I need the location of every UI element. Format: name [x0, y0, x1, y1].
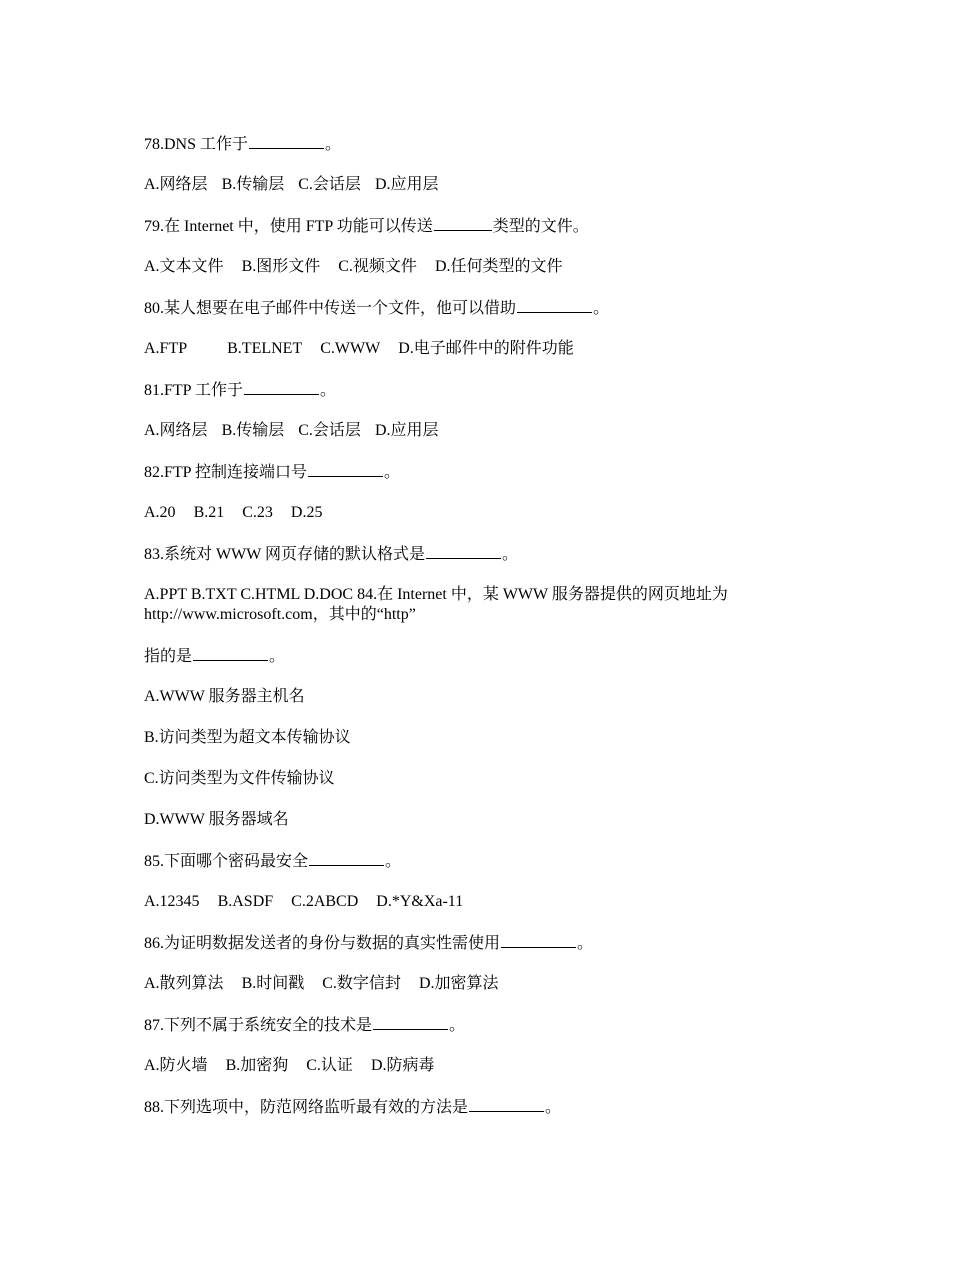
options-83-question-84: A.PPT B.TXT C.HTML D.DOC 84.在 Internet 中，某 WWW 服务器提供的网页地址为 http://www.microsoft.com，其中的“http”	[144, 586, 728, 623]
option-b: B.传输层	[221, 176, 285, 193]
option-c: C.23	[242, 504, 273, 521]
answer-blank	[501, 933, 576, 948]
answer-blank	[244, 380, 319, 395]
option-84-d: D.WWW 服务器域名	[144, 811, 289, 828]
question-84-cont: 指的是 。	[144, 648, 286, 665]
option-b: B.传输层	[221, 422, 285, 439]
answer-blank	[517, 298, 592, 313]
options-85	[144, 892, 844, 912]
option-84-c: C.访问类型为文件传输协议	[144, 770, 335, 787]
option-d: D.加密算法	[418, 975, 499, 992]
options-79	[144, 257, 844, 277]
answer-blank	[309, 851, 384, 866]
answer-blank	[193, 646, 268, 661]
document-page	[144, 134, 844, 1138]
question-79: 79.在 Internet 中，使用 FTP 功能可以传送 类型的文件。	[144, 218, 589, 235]
option-a: A.20	[144, 504, 176, 521]
option-c: C.视频文件	[338, 258, 417, 275]
option-a: A.文本文件	[144, 258, 224, 275]
option-d: D.防病毒	[370, 1057, 435, 1074]
options-80	[144, 339, 844, 359]
question-85: 85.下面哪个密码最安全 。	[144, 853, 402, 870]
options-78	[144, 175, 844, 195]
options-86	[144, 974, 844, 994]
answer-blank	[434, 216, 492, 231]
option-d: D.25	[290, 504, 323, 521]
option-b: B.21	[193, 504, 225, 521]
option-84-b: B.访问类型为超文本传输协议	[144, 729, 351, 746]
question-88: 88.下列选项中，防范网络监听最有效的方法是 。	[144, 1099, 562, 1116]
option-d: D.应用层	[374, 176, 439, 193]
option-c: C.认证	[306, 1057, 353, 1074]
option-b: B.ASDF	[217, 893, 274, 910]
option-a: A.12345	[144, 893, 200, 910]
option-b: B.图形文件	[241, 258, 321, 275]
options-81	[144, 421, 844, 441]
option-b: B.加密狗	[225, 1057, 289, 1074]
question-80: 80.某人想要在电子邮件中传送一个文件，他可以借助 。	[144, 300, 610, 317]
option-c: C.会话层	[298, 422, 361, 439]
option-a: A.网络层	[144, 176, 208, 193]
answer-blank	[308, 462, 383, 477]
option-d: D.电子邮件中的附件功能	[398, 340, 574, 357]
option-c: C.WWW	[320, 340, 381, 357]
question-81: 81.FTP 工作于 。	[144, 382, 336, 399]
options-82	[144, 503, 844, 523]
option-b: B.TELNET	[227, 340, 303, 357]
option-c: C.2ABCD	[291, 893, 359, 910]
option-c: C.会话层	[298, 176, 361, 193]
options-87	[144, 1056, 844, 1076]
option-d: D.任何类型的文件	[434, 258, 563, 275]
answer-blank	[249, 134, 324, 149]
answer-blank	[426, 544, 501, 559]
option-a: A.网络层	[144, 422, 208, 439]
option-84-a: A.WWW 服务器主机名	[144, 688, 305, 705]
answer-blank	[469, 1097, 544, 1112]
option-a: A.散列算法	[144, 975, 224, 992]
option-a: A.FTP	[144, 340, 188, 357]
option-a: A.防火墙	[144, 1057, 208, 1074]
option-c: C.数字信封	[322, 975, 401, 992]
question-83: 83.系统对 WWW 网页存储的默认格式是 。	[144, 546, 519, 563]
question-82: 82.FTP 控制连接端口号 。	[144, 464, 400, 481]
option-b: B.时间戳	[241, 975, 305, 992]
question-78: 78.DNS 工作于 。	[144, 136, 342, 153]
option-d: D.应用层	[374, 422, 439, 439]
answer-blank	[373, 1015, 448, 1030]
option-d: D.*Y&Xa-11	[376, 893, 464, 910]
question-87: 87.下列不属于系统安全的技术是 。	[144, 1017, 466, 1034]
question-86: 86.为证明数据发送者的身份与数据的真实性需使用 。	[144, 935, 594, 952]
